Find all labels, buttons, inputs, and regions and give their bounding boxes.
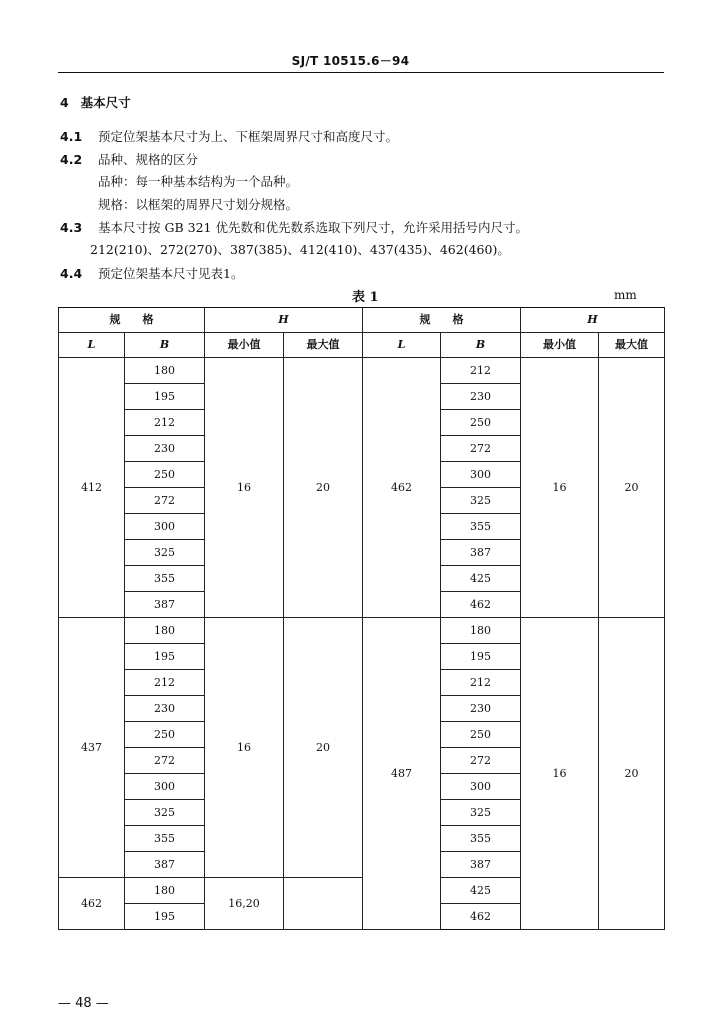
page-number: — 48 — bbox=[58, 996, 109, 1011]
left-b-cell: 250 bbox=[125, 462, 205, 488]
right-max-cell: 20 bbox=[599, 618, 665, 930]
right-min-cell: 16 bbox=[521, 358, 599, 618]
left-l-cell: 462 bbox=[59, 878, 125, 930]
clause-text: 品种：每一种基本结构为一个品种。 bbox=[98, 174, 299, 189]
left-b-cell: 355 bbox=[125, 566, 205, 592]
left-b-cell: 195 bbox=[125, 644, 205, 670]
right-b-cell: 325 bbox=[441, 800, 521, 826]
clause-4-1 bbox=[60, 127, 398, 145]
header-h-right: H bbox=[521, 308, 665, 333]
right-b-cell: 387 bbox=[441, 540, 521, 566]
right-b-cell: 355 bbox=[441, 826, 521, 852]
left-b-cell: 212 bbox=[125, 410, 205, 436]
clause-4-2 bbox=[60, 150, 198, 168]
right-b-cell: 212 bbox=[441, 670, 521, 696]
clause-4-2-spec bbox=[98, 195, 298, 213]
clause-text: 212(210)、272(270)、387(385)、412(410)、437(435)、462(460)。 bbox=[90, 242, 510, 257]
left-b-cell: 250 bbox=[125, 722, 205, 748]
right-b-cell: 272 bbox=[441, 748, 521, 774]
right-b-cell: 195 bbox=[441, 644, 521, 670]
right-b-cell: 230 bbox=[441, 696, 521, 722]
left-min-cell: 16 bbox=[205, 618, 284, 878]
left-b-cell: 230 bbox=[125, 436, 205, 462]
table-caption: 表 1 bbox=[352, 290, 379, 305]
left-b-cell: 300 bbox=[125, 774, 205, 800]
right-b-cell: 325 bbox=[441, 488, 521, 514]
right-l-cell: 487 bbox=[363, 618, 441, 930]
header-min-right: 最小值 bbox=[521, 333, 599, 358]
left-b-cell: 212 bbox=[125, 670, 205, 696]
table-row bbox=[59, 618, 665, 644]
header-min-left: 最小值 bbox=[205, 333, 284, 358]
clause-text: 品种、规格的区分 bbox=[98, 152, 199, 167]
left-max-empty-cell bbox=[284, 878, 363, 930]
right-b-cell: 300 bbox=[441, 774, 521, 800]
header-spec-left: 规 格 bbox=[59, 308, 205, 333]
clause-4-4 bbox=[60, 264, 243, 282]
clause-4-2-variety bbox=[98, 172, 298, 190]
left-b-cell: 230 bbox=[125, 696, 205, 722]
right-max-cell: 20 bbox=[599, 358, 665, 618]
clause-number: 4.4 bbox=[60, 266, 83, 281]
table-row bbox=[59, 358, 665, 384]
header-max-right: 最大值 bbox=[599, 333, 665, 358]
clause-text: 预定位架基本尺寸见表1。 bbox=[98, 266, 244, 281]
left-b-cell: 195 bbox=[125, 904, 205, 930]
header-l-right: L bbox=[363, 333, 441, 358]
left-b-cell: 387 bbox=[125, 852, 205, 878]
right-min-cell: 16 bbox=[521, 618, 599, 930]
section-number: 4 bbox=[60, 95, 69, 110]
header-max-left: 最大值 bbox=[284, 333, 363, 358]
left-b-cell: 272 bbox=[125, 748, 205, 774]
right-b-cell: 425 bbox=[441, 878, 521, 904]
header-rule bbox=[58, 72, 664, 73]
right-b-cell: 462 bbox=[441, 592, 521, 618]
clause-number: 4.2 bbox=[60, 152, 83, 167]
left-l-cell: 437 bbox=[59, 618, 125, 878]
right-b-cell: 180 bbox=[441, 618, 521, 644]
header-row-1 bbox=[59, 308, 665, 333]
left-b-cell: 300 bbox=[125, 514, 205, 540]
right-b-cell: 212 bbox=[441, 358, 521, 384]
dimension-table bbox=[58, 307, 665, 930]
left-b-cell: 325 bbox=[125, 540, 205, 566]
header-b-right: B bbox=[441, 333, 521, 358]
left-l-cell: 412 bbox=[59, 358, 125, 618]
left-b-cell: 180 bbox=[125, 618, 205, 644]
left-minmax-cell: 16,20 bbox=[205, 878, 284, 930]
clause-text: 预定位架基本尺寸为上、下框架周界尺寸和高度尺寸。 bbox=[98, 129, 399, 144]
right-b-cell: 272 bbox=[441, 436, 521, 462]
left-min-cell: 16 bbox=[205, 358, 284, 618]
clause-number: 4.3 bbox=[60, 220, 83, 235]
section-heading bbox=[60, 93, 131, 111]
left-b-cell: 355 bbox=[125, 826, 205, 852]
clause-text: 规格：以框架的周界尺寸划分规格。 bbox=[98, 197, 299, 212]
right-b-cell: 355 bbox=[441, 514, 521, 540]
left-b-cell: 180 bbox=[125, 878, 205, 904]
left-b-cell: 387 bbox=[125, 592, 205, 618]
header-l-left: L bbox=[59, 333, 125, 358]
header-h-left: H bbox=[205, 308, 363, 333]
left-b-cell: 272 bbox=[125, 488, 205, 514]
left-max-cell: 20 bbox=[284, 618, 363, 878]
right-b-cell: 387 bbox=[441, 852, 521, 878]
left-b-cell: 325 bbox=[125, 800, 205, 826]
clause-number: 4.1 bbox=[60, 129, 83, 144]
right-b-cell: 300 bbox=[441, 462, 521, 488]
header-spec-right: 规 格 bbox=[363, 308, 521, 333]
right-b-cell: 250 bbox=[441, 722, 521, 748]
header-b-left: B bbox=[125, 333, 205, 358]
table-unit: mm bbox=[614, 288, 637, 302]
section-title: 基本尺寸 bbox=[80, 95, 131, 110]
right-b-cell: 230 bbox=[441, 384, 521, 410]
left-b-cell: 195 bbox=[125, 384, 205, 410]
clause-4-3-sizes bbox=[90, 240, 510, 258]
right-b-cell: 250 bbox=[441, 410, 521, 436]
left-max-cell: 20 bbox=[284, 358, 363, 618]
right-b-cell: 462 bbox=[441, 904, 521, 930]
standard-number: SJ/T 10515.6－94 bbox=[291, 54, 410, 68]
header-row-2 bbox=[59, 333, 665, 358]
left-b-cell: 180 bbox=[125, 358, 205, 384]
right-b-cell: 425 bbox=[441, 566, 521, 592]
clause-text: 基本尺寸按 GB 321 优先数和优先数系选取下列尺寸，允许采用括号内尺寸。 bbox=[98, 220, 528, 235]
clause-4-3 bbox=[60, 218, 528, 236]
right-l-cell: 462 bbox=[363, 358, 441, 618]
